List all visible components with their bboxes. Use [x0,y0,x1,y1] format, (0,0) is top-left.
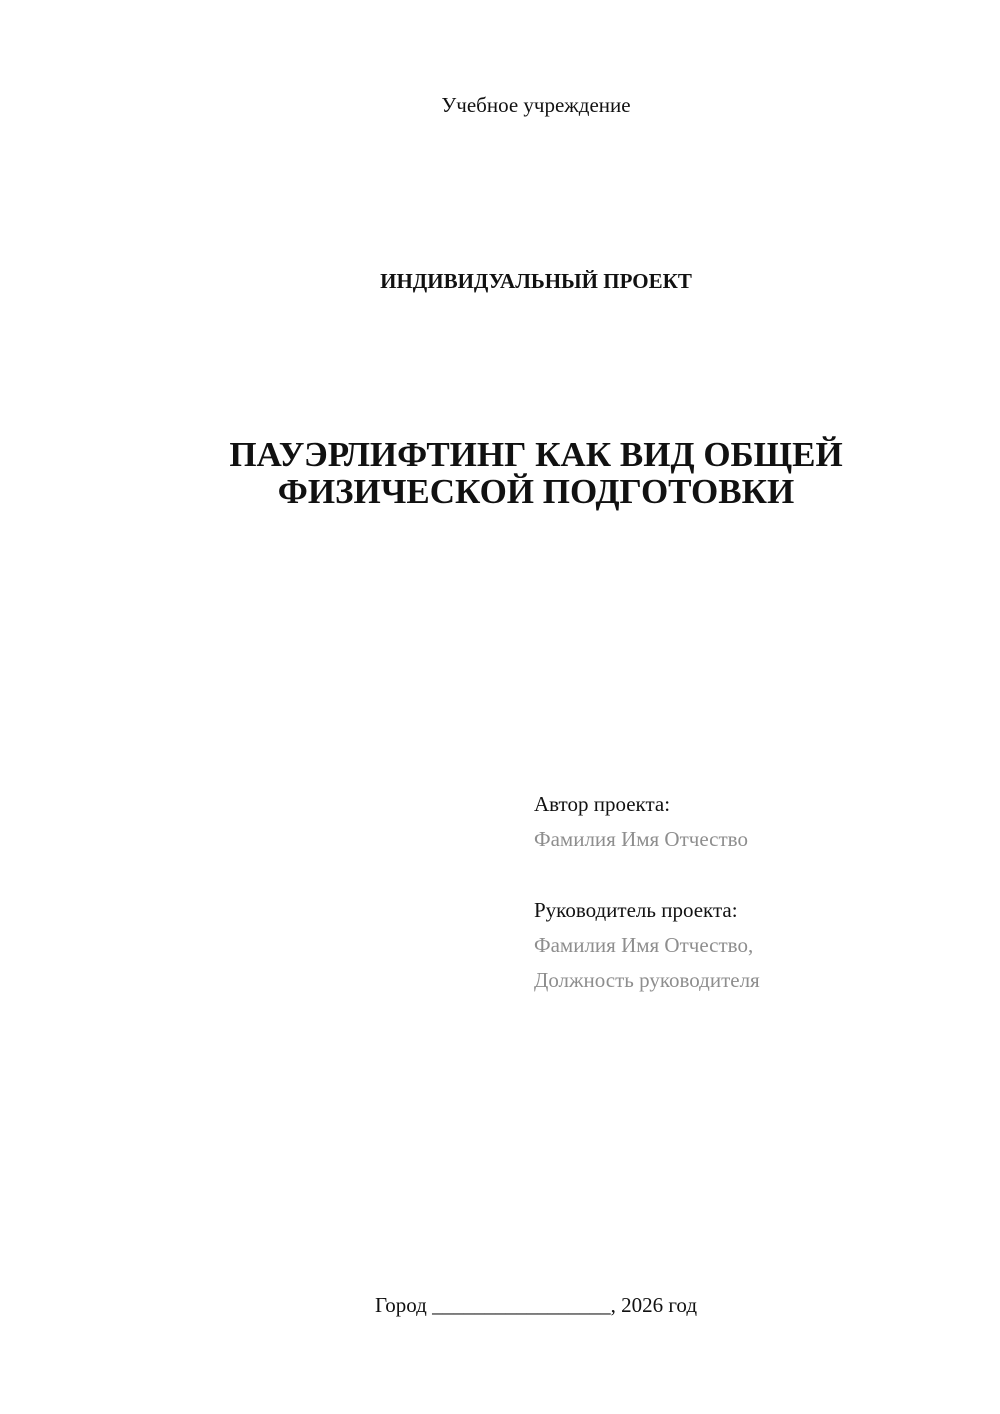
document-type: ИНДИВИДУАЛЬНЫЙ ПРОЕКТ [380,269,692,293]
project-title [0,436,1000,510]
spacer [534,857,974,893]
city-year-line: Город _________________, 2026 год [374,1293,698,1317]
supervisor-position-placeholder: Должность руководителя [534,968,760,992]
project-people-block [534,787,974,998]
author-name-placeholder: Фамилия Имя Отчество [534,827,748,851]
project-title-line-2: ФИЗИЧЕСКОЙ ПОДГОТОВКИ [277,472,795,511]
supervisor-name-placeholder: Фамилия Имя Отчество, [534,933,754,957]
supervisor-label: Руководитель проекта: [534,898,738,922]
institution-name: Учебное учреждение [441,93,631,117]
author-label: Автор проекта: [534,792,671,816]
project-title-line-1: ПАУЭРЛИФТИНГ КАК ВИД ОБЩЕЙ [229,435,843,474]
